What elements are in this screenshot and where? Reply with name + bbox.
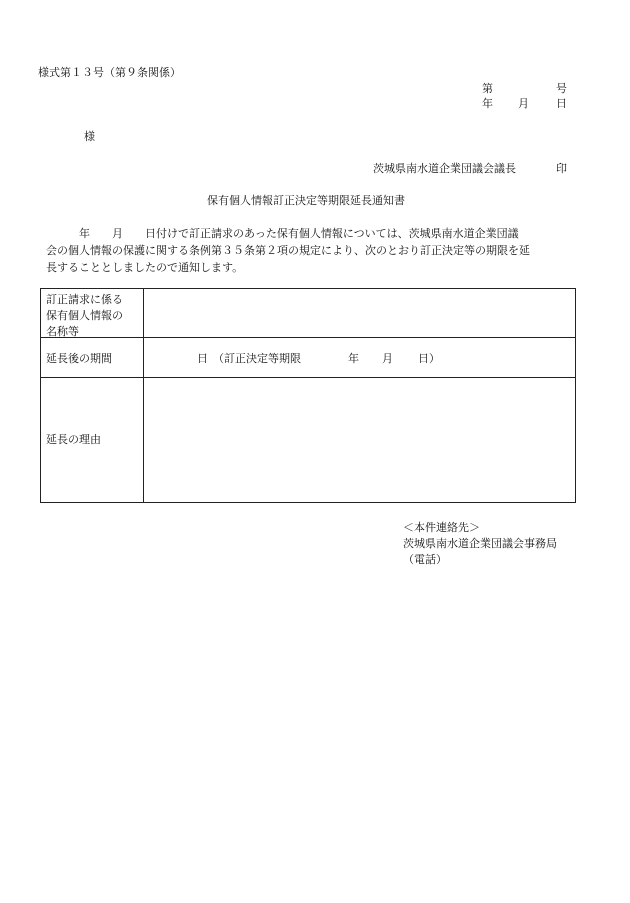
info-name-label bbox=[46, 292, 123, 340]
period-day-unit: 日 bbox=[418, 352, 429, 365]
date-month-label: 月 bbox=[518, 97, 529, 110]
period-close-paren: ） bbox=[429, 352, 440, 365]
notice-body-line-1: 年 月 日付けで訂正請求のあった保有個人情報については、茨城県南水道企業団議 bbox=[46, 227, 519, 240]
extended-period-value bbox=[41, 351, 575, 367]
notice-body-line-2: 会の個人情報の保護に関する条例第３５条第２項の規定により、次のとおり訂正決定等の期限を延 bbox=[46, 244, 530, 257]
period-deadline-label: （訂正決定等期限 bbox=[213, 352, 301, 365]
info-name-label-line: 名称等 bbox=[46, 325, 79, 338]
info-name-label-line: 保有個人情報の bbox=[46, 309, 123, 322]
date-year-label: 年 bbox=[482, 97, 493, 110]
document-number-label: 第 bbox=[482, 82, 493, 95]
document-number-suffix: 号 bbox=[556, 82, 567, 95]
extended-period-label: 延長後の期間 bbox=[46, 352, 112, 365]
contact-phone: （電話） bbox=[403, 553, 447, 566]
table-row-divider bbox=[41, 377, 575, 378]
period-days-unit: 日 bbox=[197, 352, 208, 365]
period-year-unit: 年 bbox=[348, 352, 359, 365]
notice-body-line-3: 長することとしましたので通知します。 bbox=[46, 261, 244, 274]
contact-block bbox=[403, 520, 557, 568]
details-table bbox=[40, 288, 576, 503]
sender-name: 茨城県南水道企業団議会議長 bbox=[373, 162, 516, 175]
date-day-label: 日 bbox=[556, 97, 567, 110]
notice-body bbox=[46, 225, 586, 276]
form-number: 様式第１３号（第９条関係） bbox=[38, 66, 181, 79]
recipient-honorific: 様 bbox=[84, 130, 95, 143]
extension-reason-label: 延長の理由 bbox=[46, 433, 101, 446]
document-title: 保有個人情報訂正決定等期限延長通知書 bbox=[207, 194, 405, 207]
table-column-divider bbox=[143, 289, 144, 502]
seal-mark: 印 bbox=[556, 162, 567, 175]
contact-office: 茨城県南水道企業団議会事務局 bbox=[403, 537, 557, 550]
period-month-unit: 月 bbox=[382, 352, 393, 365]
contact-heading: ＜本件連絡先＞ bbox=[403, 521, 480, 534]
info-name-label-line: 訂正請求に係る bbox=[46, 293, 123, 306]
